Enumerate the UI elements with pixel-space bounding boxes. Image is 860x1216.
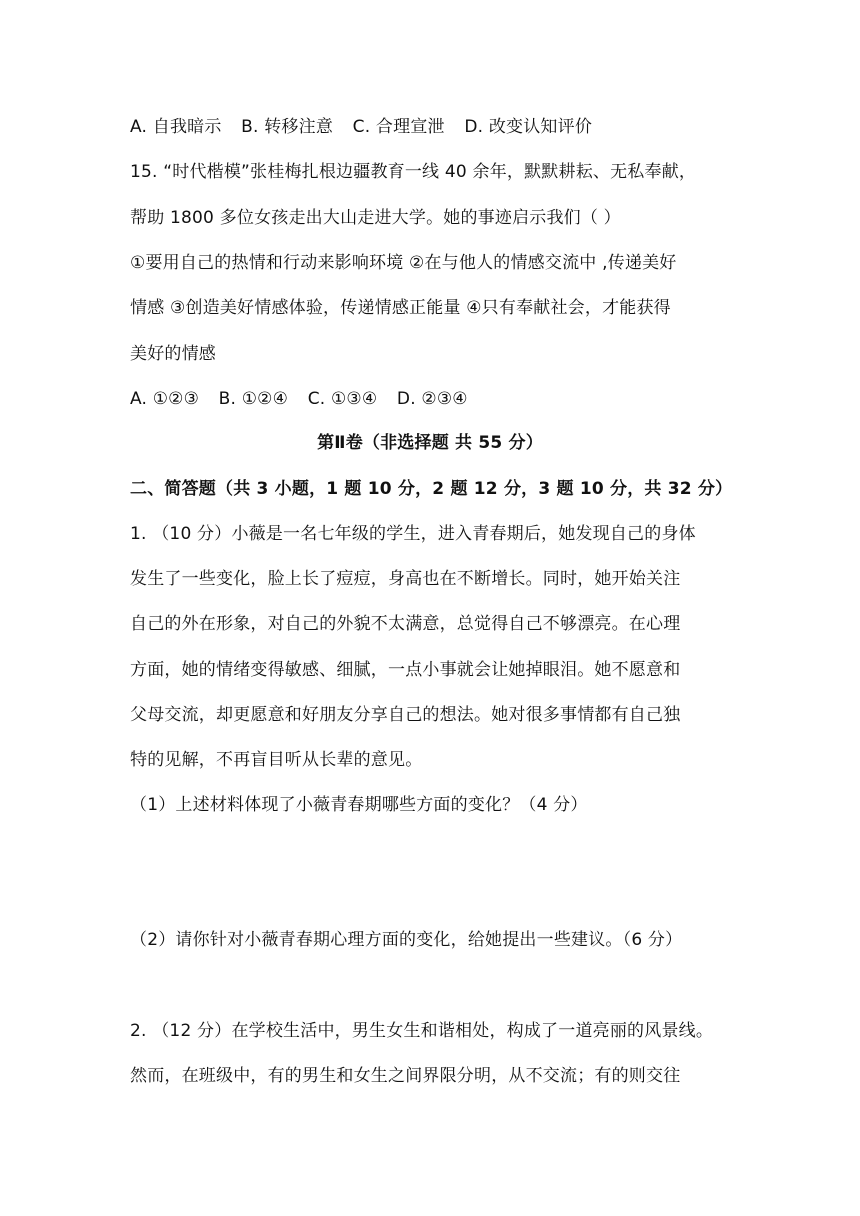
q14-option-d: D. 改变认知评价 [464,117,593,137]
sq1-line-3: 自己的外在形象，对自己的外貌不太满意，总觉得自己不够漂亮。在心理 [130,614,681,634]
sq2-line-1: 2. （12 分）在学校生活中，男生女生和谐相处，构成了一道亮丽的风景线。 [130,1021,714,1041]
sq1-line-1: 1. （10 分）小薇是一名七年级的学生，进入青春期后，她发现自己的身体 [130,524,696,544]
q15-options [130,387,740,411]
q15-option-c: C. ①③④ [307,389,378,409]
sq1-subquestion-1: （1）上述材料体现了小薇青春期哪些方面的变化？（4 分） [130,795,588,815]
q15-statement-line-1: ①要用自己的热情和行动来影响环境 ②在与他人的情感交流中 ,传递美好 [130,253,677,273]
sq1-line-5: 父母交流，却更愿意和好朋友分享自己的想法。她对很多事情都有自己独 [130,705,681,725]
sq1-line-6: 特的见解，不再盲目听从长辈的意见。 [130,750,423,770]
q15-statement-line-3: 美好的情感 [130,344,216,364]
sq1-subquestion-2: （2）请你针对小薇青春期心理方面的变化，给她提出一些建议。（6 分） [130,930,683,950]
section2-heading: 二、简答题（共 3 小题，1 题 10 分，2 题 12 分，3 题 10 分，共 32 分） [130,479,733,499]
q15-stem-line-1: 15. “时代楷模”张桂梅扎根边疆教育一线 40 余年，默默耕耘、无私奉献， [130,162,697,182]
q15-stem-line-2: 帮助 1800 多位女孩走出大山走进大学。她的事迹启示我们（ ） [130,208,621,228]
sq1-line-4: 方面，她的情绪变得敏感、细腻，一点小事就会让她掉眼泪。她不愿意和 [130,660,681,680]
sq2-line-2: 然而，在班级中，有的男生和女生之间界限分明，从不交流；有的则交往 [130,1066,681,1086]
q15-option-b: B. ①②④ [218,389,289,409]
sq1-line-2: 发生了一些变化，脸上长了痘痘，身高也在不断增长。同时，她开始关注 [130,569,681,589]
q14-option-b: B. 转移注意 [241,117,334,137]
q15-option-a: A. ①②③ [130,389,200,409]
q14-option-c: C. 合理宣泄 [352,117,445,137]
q14-options [130,115,740,139]
q14-option-a: A. 自我暗示 [130,117,222,137]
q15-option-d: D. ②③④ [396,389,468,409]
part2-title: 第Ⅱ卷（非选择题 共 55 分） [317,433,543,453]
q15-statement-line-2: 情感 ③创造美好情感体验，传递情感正能量 ④只有奉献社会，才能获得 [130,298,671,318]
